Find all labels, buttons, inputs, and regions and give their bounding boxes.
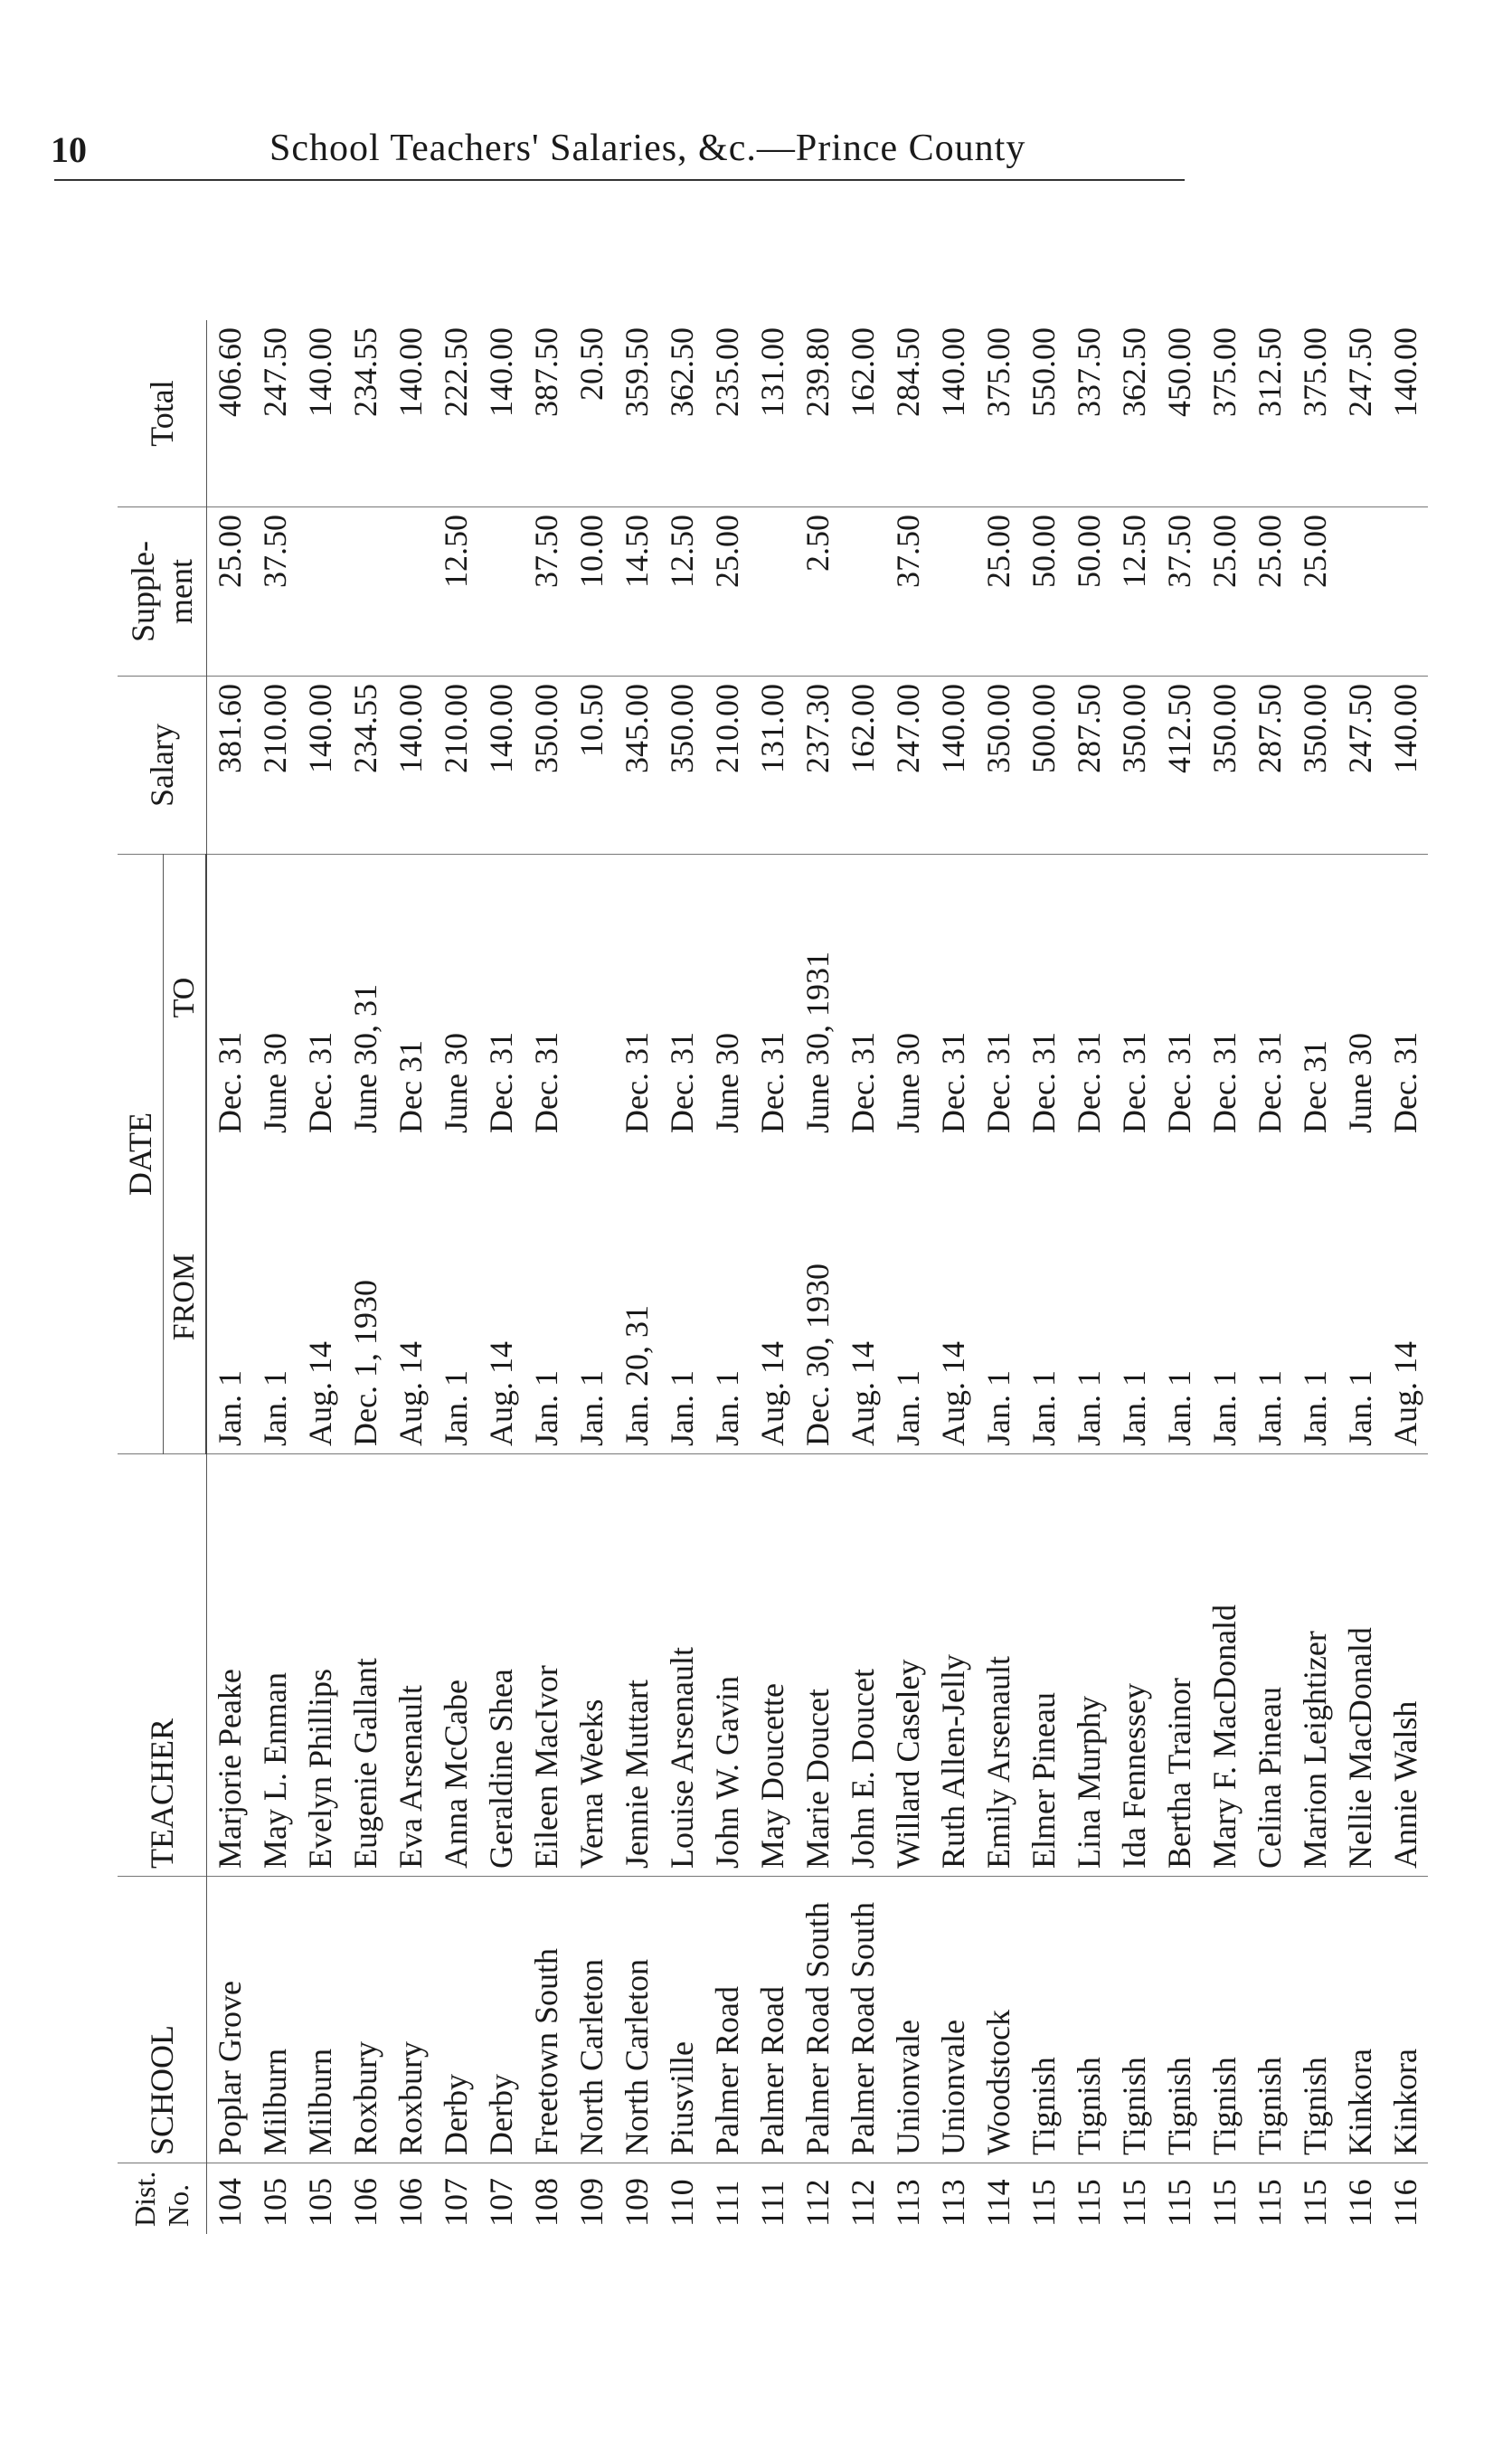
- cell-salary: 287.50: [1066, 677, 1111, 855]
- cell-salary: 247.50: [1337, 677, 1383, 855]
- cell-total: 337.50: [1066, 320, 1111, 507]
- cell-school: Kinkora: [1337, 1877, 1383, 2163]
- cell-from: Dec. 1, 1930: [343, 1141, 388, 1454]
- cell-from: Jan. 1: [1111, 1141, 1157, 1454]
- table-row: [343, 320, 388, 2234]
- cell-salary: 350.00: [524, 677, 569, 855]
- cell-from: Jan. 1: [976, 1141, 1021, 1454]
- cell-school: Tignish: [1247, 1877, 1292, 2163]
- cell-supplement: [298, 507, 343, 677]
- col-header-salary: Salary: [118, 677, 206, 855]
- cell-supplement: 50.00: [1066, 507, 1111, 677]
- cell-to: Dec. 31: [1206, 1032, 1243, 1133]
- cell-to: Dec. 31: [528, 1032, 564, 1133]
- col-header-from: FROM: [164, 1141, 207, 1454]
- cell-teacher: Celina Pineau: [1247, 1454, 1292, 1877]
- cell-supplement: 2.50: [795, 507, 840, 677]
- cell-school: Piusville: [659, 1877, 704, 2163]
- table-row: [1383, 320, 1428, 2234]
- cell-school: Palmer Road: [750, 1877, 795, 2163]
- cell-total: 450.00: [1157, 320, 1202, 507]
- cell-supplement: 25.00: [1292, 507, 1337, 677]
- cell-supplement: 10.00: [569, 507, 614, 677]
- table-row: [750, 320, 795, 2234]
- table-row: [704, 320, 750, 2234]
- cell-dist: 113: [890, 2179, 926, 2227]
- cell-school: Roxbury: [343, 1877, 388, 2163]
- cell-salary: 350.00: [659, 677, 704, 855]
- cell-supplement: [1337, 507, 1383, 677]
- cell-dist: 106: [392, 2178, 429, 2227]
- cell-teacher: Ida Fennessey: [1111, 1454, 1157, 1877]
- cell-from: Jan. 1: [1202, 1141, 1247, 1454]
- cell-dist: 106: [347, 2178, 383, 2227]
- cell-dist: 107: [483, 2178, 519, 2227]
- cell-school: Palmer Road: [704, 1877, 750, 2163]
- cell-total: 131.00: [750, 320, 795, 507]
- cell-dist: 115: [1206, 2179, 1243, 2227]
- cell-to: June 30: [438, 1033, 474, 1133]
- header-rule: [54, 179, 1185, 181]
- cell-teacher: Eva Arsenault: [388, 1454, 433, 1877]
- cell-salary: 247.00: [885, 677, 931, 855]
- cell-dist: 109: [619, 2178, 655, 2227]
- table-row: [659, 320, 704, 2234]
- cell-supplement: [1383, 507, 1428, 677]
- cell-total: 362.50: [1111, 320, 1157, 507]
- cell-school: Unionvale: [931, 1877, 976, 2163]
- cell-school: Tignish: [1157, 1877, 1202, 2163]
- cell-school: Tignish: [1292, 1877, 1337, 2163]
- cell-teacher: Lina Murphy: [1066, 1454, 1111, 1877]
- cell-from: Jan. 1: [1021, 1141, 1066, 1454]
- cell-total: 247.50: [1337, 320, 1383, 507]
- cell-salary: 234.55: [343, 677, 388, 855]
- cell-salary: 140.00: [298, 677, 343, 855]
- table-row: [1157, 320, 1202, 2234]
- cell-salary: 210.00: [704, 677, 750, 855]
- cell-to: Dec. 31: [935, 1032, 971, 1133]
- cell-teacher: Bertha Trainor: [1157, 1454, 1202, 1877]
- col-header-total: Total: [118, 320, 206, 507]
- cell-salary: 350.00: [1202, 677, 1247, 855]
- cell-from: Jan. 1: [252, 1141, 298, 1454]
- cell-salary: 210.00: [252, 677, 298, 855]
- cell-total: 140.00: [931, 320, 976, 507]
- cell-salary: 345.00: [614, 677, 659, 855]
- table-row: [976, 320, 1021, 2234]
- cell-teacher: Eileen MacIvor: [524, 1454, 569, 1877]
- cell-salary: 210.00: [433, 677, 478, 855]
- cell-from: Jan. 1: [704, 1141, 750, 1454]
- cell-dist: 115: [1071, 2179, 1107, 2227]
- col-header-to: TO: [164, 855, 207, 1141]
- cell-to: Dec. 31: [754, 1032, 790, 1133]
- cell-total: 140.00: [388, 320, 433, 507]
- cell-teacher: Annie Walsh: [1383, 1454, 1428, 1877]
- cell-salary: 140.00: [931, 677, 976, 855]
- salary-table: [118, 320, 1428, 2234]
- cell-teacher: Willard Caseley: [885, 1454, 931, 1877]
- cell-teacher: Jennie Muttart: [614, 1454, 659, 1877]
- cell-school: North Carleton: [569, 1877, 614, 2163]
- cell-to: Dec. 31: [1025, 1032, 1062, 1133]
- table-row: [569, 320, 614, 2234]
- cell-school: Freetown South: [524, 1877, 569, 2163]
- cell-supplement: 25.00: [1202, 507, 1247, 677]
- cell-to: June 30: [709, 1033, 745, 1133]
- cell-school: Unionvale: [885, 1877, 931, 2163]
- cell-school: Kinkora: [1383, 1877, 1428, 2163]
- cell-teacher: Ruth Allen-Jelly: [931, 1454, 976, 1877]
- cell-supplement: [343, 507, 388, 677]
- cell-total: 375.00: [1292, 320, 1337, 507]
- cell-to: [569, 855, 614, 1141]
- cell-teacher: Verna Weeks: [569, 1454, 614, 1877]
- cell-teacher: Marjorie Peake: [206, 1454, 252, 1877]
- cell-salary: 287.50: [1247, 677, 1292, 855]
- cell-salary: 500.00: [1021, 677, 1066, 855]
- cell-supplement: 12.50: [433, 507, 478, 677]
- cell-salary: 140.00: [1383, 677, 1428, 855]
- salary-table-rotated: [118, 199, 1423, 2234]
- cell-school: Derby: [433, 1877, 478, 2163]
- cell-school: Derby: [478, 1877, 524, 2163]
- cell-to: Dec. 31: [619, 1032, 655, 1133]
- cell-supplement: 12.50: [659, 507, 704, 677]
- table-row: [206, 320, 252, 2234]
- cell-to: June 30, 1931: [799, 951, 836, 1133]
- cell-total: 375.00: [1202, 320, 1247, 507]
- cell-from: Jan. 1: [1292, 1141, 1337, 1454]
- cell-supplement: [750, 507, 795, 677]
- cell-dist: 115: [1252, 2179, 1288, 2227]
- cell-dist: 116: [1342, 2179, 1378, 2227]
- cell-teacher: Louise Arsenault: [659, 1454, 704, 1877]
- cell-from: Aug. 14: [478, 1141, 524, 1454]
- cell-teacher: May Doucette: [750, 1454, 795, 1877]
- table-row: [1021, 320, 1066, 2234]
- cell-dist: 115: [1297, 2179, 1333, 2227]
- table-row: [885, 320, 931, 2234]
- cell-supplement: [478, 507, 524, 677]
- cell-total: 284.50: [885, 320, 931, 507]
- cell-supplement: 14.50: [614, 507, 659, 677]
- cell-dist: 104: [211, 2178, 248, 2227]
- cell-to: Dec. 31: [483, 1032, 519, 1133]
- cell-to: Dec. 31: [1252, 1032, 1288, 1133]
- cell-salary: 140.00: [478, 677, 524, 855]
- col-header-date: DATE: [118, 855, 164, 1454]
- cell-teacher: John W. Gavin: [704, 1454, 750, 1877]
- table-body: [206, 320, 1428, 2234]
- cell-from: Aug. 14: [388, 1141, 433, 1454]
- cell-from: Jan. 1: [659, 1141, 704, 1454]
- cell-dist: 105: [302, 2178, 338, 2227]
- cell-dist: 115: [1116, 2179, 1152, 2227]
- table-row: [252, 320, 298, 2234]
- cell-dist: 112: [845, 2179, 881, 2227]
- cell-school: Roxbury: [388, 1877, 433, 2163]
- cell-supplement: 25.00: [1247, 507, 1292, 677]
- cell-school: Milburn: [298, 1877, 343, 2163]
- cell-total: 20.50: [569, 320, 614, 507]
- cell-salary: 131.00: [750, 677, 795, 855]
- cell-to: Dec 31: [392, 1040, 429, 1133]
- cell-teacher: Emily Arsenault: [976, 1454, 1021, 1877]
- cell-salary: 237.30: [795, 677, 840, 855]
- cell-to: Dec. 31: [1161, 1032, 1197, 1133]
- cell-total: 406.60: [206, 320, 252, 507]
- table-row: [1247, 320, 1292, 2234]
- cell-teacher: Anna McCabe: [433, 1454, 478, 1877]
- cell-total: 235.00: [704, 320, 750, 507]
- cell-dist: 112: [799, 2179, 836, 2227]
- cell-total: 359.50: [614, 320, 659, 507]
- cell-total: 387.50: [524, 320, 569, 507]
- cell-to: Dec. 31: [980, 1032, 1016, 1133]
- cell-salary: 162.00: [840, 677, 885, 855]
- cell-from: Jan. 1: [1066, 1141, 1111, 1454]
- cell-school: North Carleton: [614, 1877, 659, 2163]
- cell-dist: 115: [1161, 2179, 1197, 2227]
- table-row: [931, 320, 976, 2234]
- table-row: [1292, 320, 1337, 2234]
- cell-salary: 412.50: [1157, 677, 1202, 855]
- cell-school: Tignish: [1066, 1877, 1111, 2163]
- page-title: School Teachers' Salaries, &c.—Prince County: [269, 128, 1026, 169]
- table-row: [524, 320, 569, 2234]
- cell-total: 234.55: [343, 320, 388, 507]
- cell-supplement: 37.50: [1157, 507, 1202, 677]
- cell-from: Jan. 20, 31: [614, 1141, 659, 1454]
- table-row: [795, 320, 840, 2234]
- col-header-teacher: TEACHER: [118, 1454, 206, 1877]
- table-row: [388, 320, 433, 2234]
- cell-to: Dec 31: [1297, 1040, 1333, 1133]
- cell-school: Woodstock: [976, 1877, 1021, 2163]
- cell-to: Dec. 31: [1071, 1032, 1107, 1133]
- cell-supplement: [388, 507, 433, 677]
- cell-from: Jan. 1: [569, 1141, 614, 1454]
- cell-teacher: May L. Enman: [252, 1454, 298, 1877]
- cell-supplement: 12.50: [1111, 507, 1157, 677]
- cell-teacher: Mary F. MacDonald: [1202, 1454, 1247, 1877]
- cell-total: 550.00: [1021, 320, 1066, 507]
- cell-school: Poplar Grove: [206, 1877, 252, 2163]
- cell-to: Dec. 31: [302, 1032, 338, 1133]
- cell-dist: 111: [754, 2180, 790, 2227]
- cell-total: 162.00: [840, 320, 885, 507]
- cell-salary: 381.60: [206, 677, 252, 855]
- cell-school: Palmer Road South: [840, 1877, 885, 2163]
- table-row: [433, 320, 478, 2234]
- cell-to: Dec. 31: [1116, 1032, 1152, 1133]
- table-row: [478, 320, 524, 2234]
- cell-total: 375.00: [976, 320, 1021, 507]
- cell-teacher: Geraldine Shea: [478, 1454, 524, 1877]
- cell-total: 222.50: [433, 320, 478, 507]
- cell-dist: 107: [438, 2178, 474, 2227]
- cell-total: 140.00: [298, 320, 343, 507]
- col-header-supplement: Supple-ment: [118, 507, 206, 677]
- cell-teacher: Elmer Pineau: [1021, 1454, 1066, 1877]
- table-row: [1337, 320, 1383, 2234]
- cell-dist: 105: [257, 2178, 293, 2227]
- cell-from: Jan. 1: [1337, 1141, 1383, 1454]
- cell-to: June 30: [890, 1033, 926, 1133]
- cell-salary: 10.50: [569, 677, 614, 855]
- cell-school: Milburn: [252, 1877, 298, 2163]
- cell-total: 312.50: [1247, 320, 1292, 507]
- cell-total: 239.80: [795, 320, 840, 507]
- cell-to: Dec. 31: [212, 1032, 248, 1133]
- cell-from: Jan. 1: [1247, 1141, 1292, 1454]
- cell-teacher: Evelyn Phillips: [298, 1454, 343, 1877]
- cell-school: Tignish: [1021, 1877, 1066, 2163]
- table-row: [298, 320, 343, 2234]
- col-header-dist-no: Dist. No.: [118, 2163, 206, 2235]
- cell-from: Jan. 1: [206, 1141, 252, 1454]
- cell-dist: 116: [1387, 2179, 1423, 2227]
- cell-from: Jan. 1: [524, 1141, 569, 1454]
- table-row: [614, 320, 659, 2234]
- cell-total: 362.50: [659, 320, 704, 507]
- cell-from: Aug. 14: [298, 1141, 343, 1454]
- cell-teacher: Eugenie Gallant: [343, 1454, 388, 1877]
- page-number: 10: [51, 129, 87, 170]
- cell-total: 140.00: [1383, 320, 1428, 507]
- cell-to: June 30: [257, 1033, 293, 1133]
- cell-dist: 111: [709, 2180, 745, 2227]
- cell-from: Jan. 1: [1157, 1141, 1202, 1454]
- page-header: [36, 119, 1185, 174]
- cell-supplement: [840, 507, 885, 677]
- cell-teacher: Nellie MacDonald: [1337, 1454, 1383, 1877]
- cell-to: Dec. 31: [664, 1032, 700, 1133]
- cell-supplement: 25.00: [704, 507, 750, 677]
- cell-from: Jan. 1: [885, 1141, 931, 1454]
- cell-dist: 108: [528, 2178, 564, 2227]
- cell-from: Aug. 14: [931, 1141, 976, 1454]
- cell-school: Palmer Road South: [795, 1877, 840, 2163]
- cell-supplement: 50.00: [1021, 507, 1066, 677]
- cell-dist: 114: [980, 2179, 1016, 2227]
- cell-school: Tignish: [1202, 1877, 1247, 2163]
- cell-salary: 350.00: [976, 677, 1021, 855]
- cell-to: June 30, 31: [347, 984, 383, 1133]
- cell-supplement: 37.50: [252, 507, 298, 677]
- cell-to: Dec. 31: [1387, 1032, 1423, 1133]
- cell-school: Tignish: [1111, 1877, 1157, 2163]
- col-header-school: SCHOOL: [118, 1877, 206, 2163]
- cell-total: 140.00: [478, 320, 524, 507]
- cell-teacher: John E. Doucet: [840, 1454, 885, 1877]
- cell-from: Dec. 30, 1930: [795, 1141, 840, 1454]
- cell-from: Aug. 14: [840, 1141, 885, 1454]
- cell-supplement: 25.00: [976, 507, 1021, 677]
- cell-supplement: 37.50: [524, 507, 569, 677]
- cell-dist: 113: [935, 2179, 971, 2227]
- cell-from: Aug. 14: [750, 1141, 795, 1454]
- cell-salary: 350.00: [1292, 677, 1337, 855]
- table-row: [840, 320, 885, 2234]
- cell-supplement: [931, 507, 976, 677]
- cell-to: Dec. 31: [845, 1032, 881, 1133]
- cell-from: Aug. 14: [1383, 1141, 1428, 1454]
- cell-dist: 115: [1025, 2179, 1062, 2227]
- cell-from: Jan. 1: [433, 1141, 478, 1454]
- cell-dist: 110: [664, 2179, 700, 2227]
- cell-teacher: Marion Leightizer: [1292, 1454, 1337, 1877]
- cell-dist: 109: [573, 2178, 610, 2227]
- cell-supplement: 37.50: [885, 507, 931, 677]
- table-row: [1111, 320, 1157, 2234]
- cell-salary: 140.00: [388, 677, 433, 855]
- cell-total: 247.50: [252, 320, 298, 507]
- table-row: [1066, 320, 1111, 2234]
- table-row: [1202, 320, 1247, 2234]
- cell-supplement: 25.00: [206, 507, 252, 677]
- cell-salary: 350.00: [1111, 677, 1157, 855]
- cell-to: June 30: [1342, 1033, 1378, 1133]
- cell-teacher: Marie Doucet: [795, 1454, 840, 1877]
